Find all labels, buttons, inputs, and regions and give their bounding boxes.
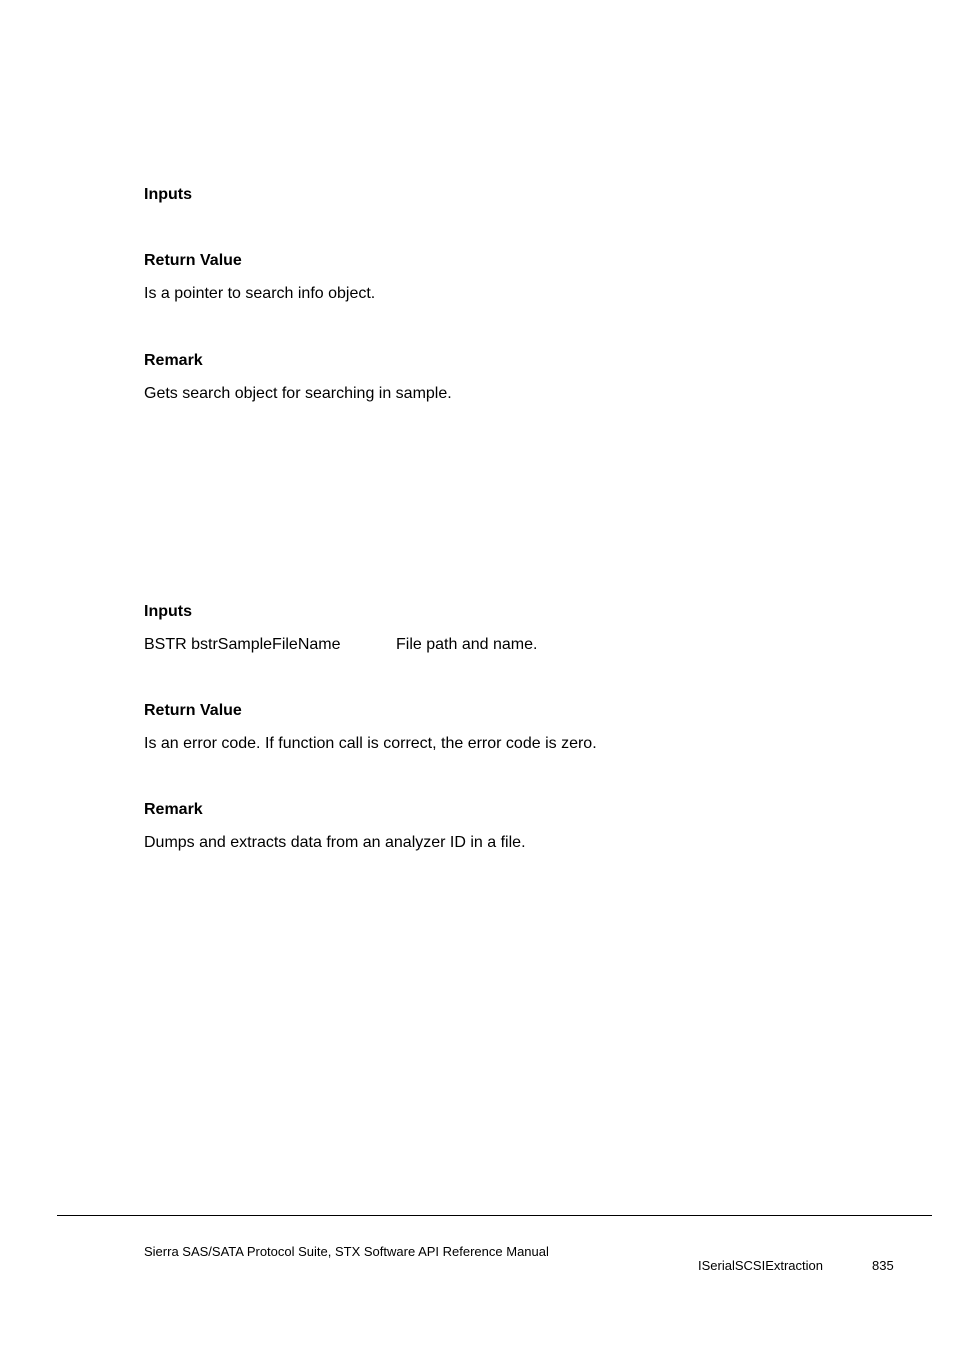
param-description: File path and name.: [396, 636, 538, 653]
inputs-heading: Inputs: [144, 603, 192, 620]
param-name: BSTR bstrSampleFileName: [144, 636, 341, 653]
footer-manual-title: Sierra SAS/SATA Protocol Suite, STX Software API Reference Manual: [144, 1244, 549, 1259]
footer-section-name: ISerialSCSIExtraction: [698, 1258, 823, 1273]
return-value-heading: Return Value: [144, 252, 242, 269]
remark-text: Gets search object for searching in sample.: [144, 385, 452, 402]
return-value-text: Is a pointer to search info object.: [144, 285, 376, 302]
footer-divider: [57, 1215, 932, 1216]
remark-text: Dumps and extracts data from an analyzer ID in a file.: [144, 834, 526, 851]
return-value-heading: Return Value: [144, 702, 242, 719]
remark-heading: Remark: [144, 801, 203, 818]
inputs-heading: Inputs: [144, 186, 192, 203]
remark-heading: Remark: [144, 352, 203, 369]
return-value-text: Is an error code. If function call is correct, the error code is zero.: [144, 735, 597, 752]
footer-page-number: 835: [872, 1258, 894, 1273]
